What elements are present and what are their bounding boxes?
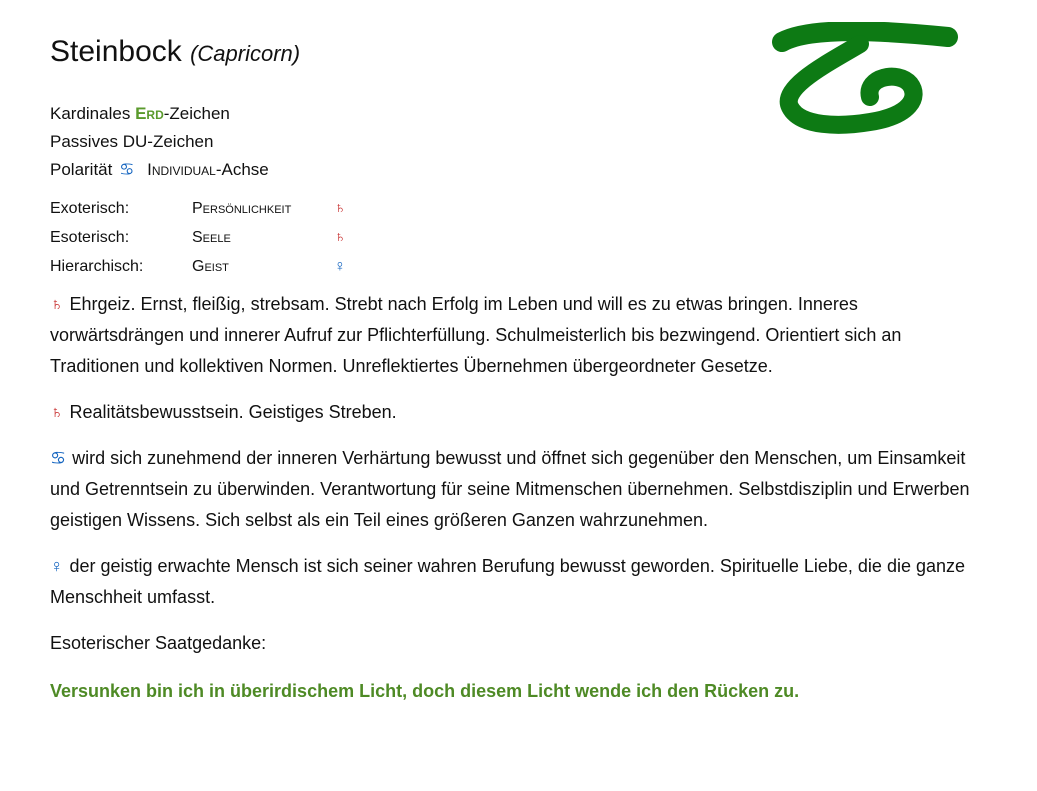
ruler-row-hierarchic (50, 252, 970, 281)
sign-name: Steinbock (50, 35, 182, 68)
axis-name: Individual (147, 160, 216, 179)
ruler-label: Exoterisch: (50, 200, 130, 217)
sign-latin-name: (Capricorn) (190, 41, 301, 66)
ruler-label: Esoterisch: (50, 229, 130, 246)
seed-thought-mantra: Versunken bin ich in überirdischem Licht, doch diesem Licht wende ich den Rücken zu. (50, 681, 800, 701)
paragraph-text: Realitätsbewusstsein. Geistiges Streben. (69, 402, 397, 422)
element-name: Erd (135, 104, 164, 123)
polarity-label: Polarität (50, 160, 113, 179)
saturn-icon: ♄ (334, 200, 346, 217)
rulers-table (50, 194, 970, 281)
mode-line: Passives DU-Zeichen (50, 132, 214, 151)
saturn-icon: ♄ (50, 402, 64, 422)
paragraph-text: der geistig erwachte Mensch ist sich seiner wahren Berufung bewusst geworden. Spirituelle Liebe, die die ganze Menschheit umfasst. (50, 556, 966, 607)
venus-icon: ♀ (50, 556, 64, 576)
paragraph-hierarchic (50, 551, 970, 613)
capricorn-symbol-icon (770, 22, 960, 137)
venus-icon: ♀ (334, 258, 346, 275)
saturn-icon: ♄ (334, 229, 346, 246)
ruler-row-exoteric (50, 194, 970, 223)
paragraph-polarity (50, 443, 970, 536)
paragraph-text: Ehrgeiz. Ernst, fleißig, strebsam. Strebt nach Erfolg im Leben und will es zu etwas bringen. Inneres vorwärtsdrängen und innerer Aufruf zur Pflichterfüllung. Schulmeisterlich bis bezwingend. Orientiert sich an Traditionen und kollektiven Normen. Unreflektiertes Übernehmen übergeordneter Gesetze. (50, 294, 902, 376)
ruler-value: Seele (192, 229, 231, 246)
element-suffix: -Zeichen (163, 104, 230, 123)
paragraph-esoteric (50, 397, 970, 428)
ruler-value: Geist (192, 258, 229, 275)
cancer-icon: ♋ (119, 160, 135, 179)
ruler-value: Persönlichkeit (192, 200, 292, 217)
seed-thought-label: Esoterischer Saatgedanke: (50, 633, 267, 653)
paragraph-exoteric (50, 289, 970, 382)
polarity-line (50, 156, 970, 184)
saturn-icon: ♄ (50, 294, 64, 314)
ruler-label: Hierarchisch: (50, 258, 144, 275)
ruler-row-esoteric (50, 223, 970, 252)
axis-suffix: -Achse (215, 160, 269, 179)
cancer-icon: ♋ (50, 448, 67, 468)
paragraph-text: wird sich zunehmend der inneren Verhärtung bewusst und öffnet sich gegenüber den Menschen, um Einsamkeit und Getrenntsein zu überwinden. Verantwortung für seine Mitmenschen übernehmen. Selbstdisziplin und Erwerben geistigen Wissens. Sich selbst als ein Teil eines größeren Ganzen wahrzunehmen. (50, 448, 970, 530)
element-prefix: Kardinales (50, 104, 136, 123)
